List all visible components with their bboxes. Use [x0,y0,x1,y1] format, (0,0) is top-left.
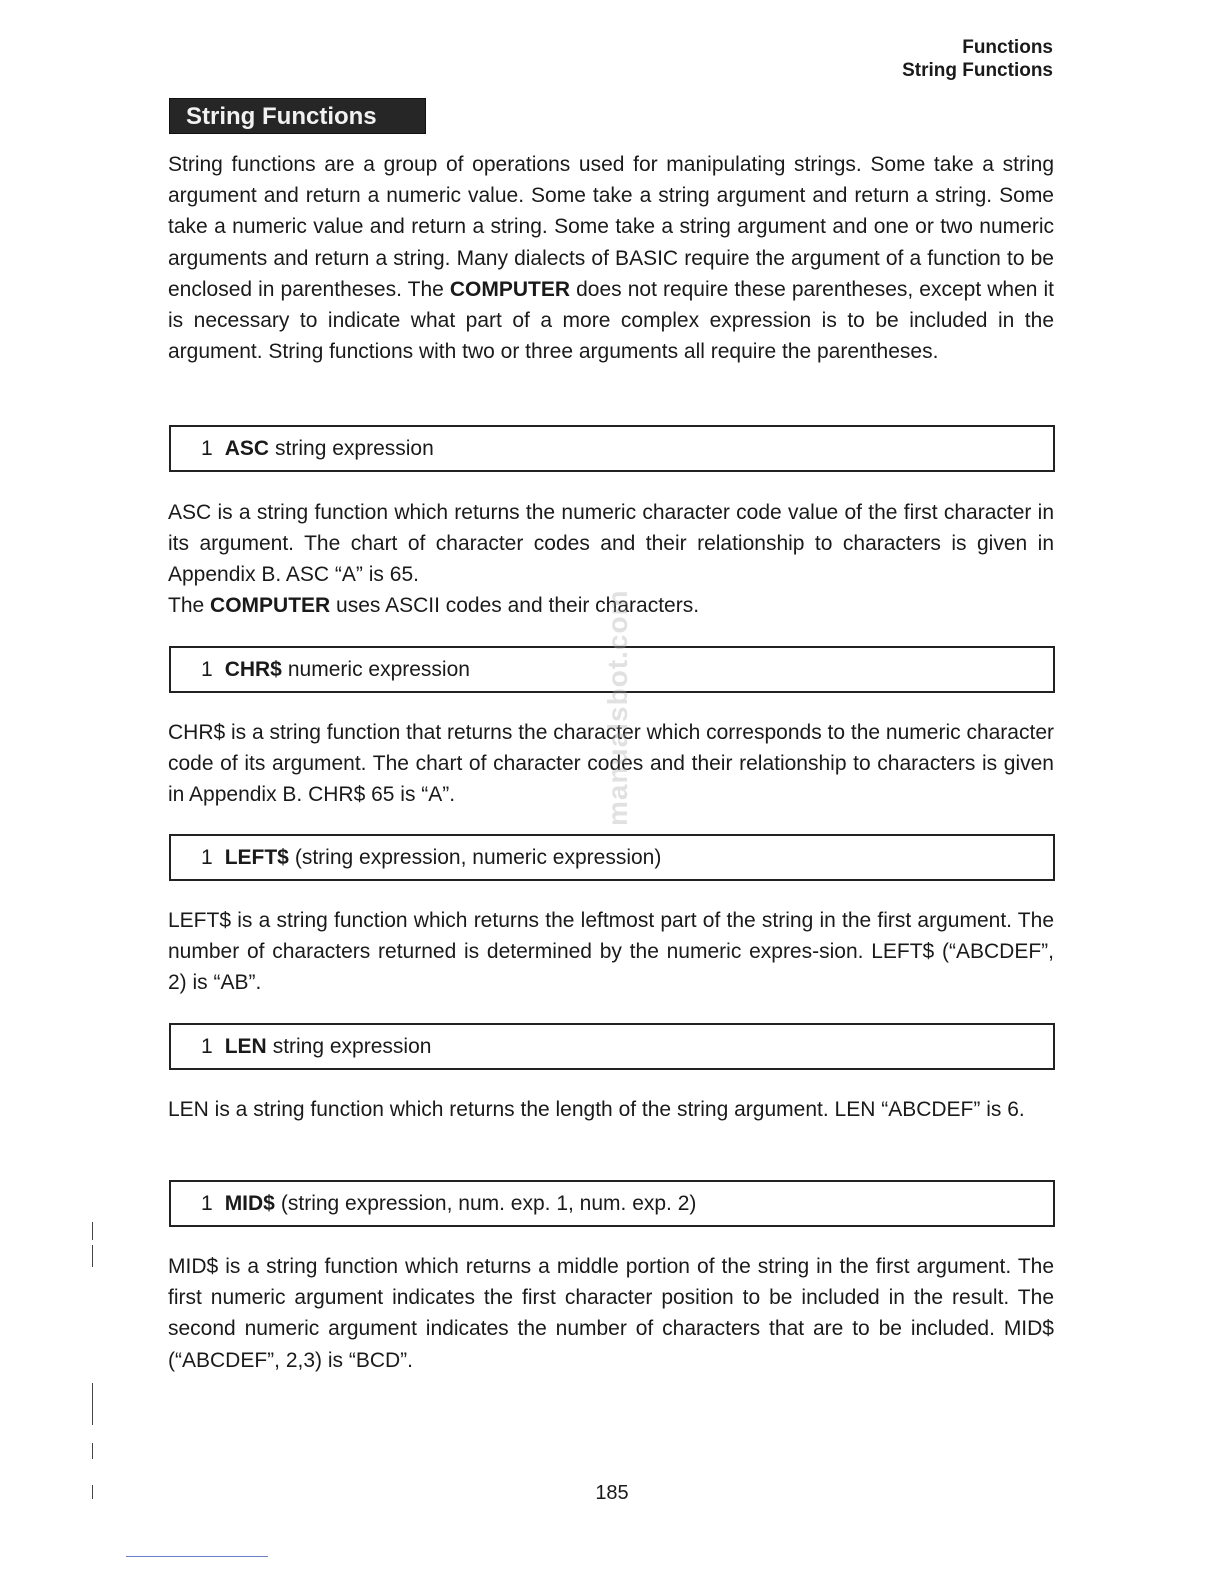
syntax-box-chr [169,646,1055,693]
intro-keyword: COMPUTER [449,277,571,301]
asc-note-prefix: The [168,594,211,617]
syntax-box-left [169,834,1055,881]
syntax-number: 1 [201,1192,213,1215]
header-chapter: Functions [962,37,1053,58]
footer-rule [126,1556,268,1557]
syntax-keyword: LEFT$ [224,846,289,869]
asc-note [168,590,1054,621]
intro-text-1: String functions are a group of operations used for manipulating strings. Some take a string argument and return a numeric value. Some take a string argument and return a string. Some take a numeric value and return a string. Some take a string argument and one or two numeric arguments and return a string. Many dialects of BASIC require the argument of a function to be enclosed in parentheses. The [168,153,1054,301]
syntax-number: 1 [201,846,213,869]
left-description: LEFT$ is a string function which returns the leftmost part of the string in the first argument. The number of characters returned is determined by the numeric expres-sion. LEFT$ (“ABCDEF”, 2) is “AB”. [168,909,1054,995]
intro-text-2: does not require these parentheses, except when it is necessary to indicate what part of a more complex expression is to be included in the argument. String functions with two or three arguments all require the parentheses. [168,277,1054,364]
syntax-number: 1 [201,437,213,460]
page-number: 185 [595,1482,629,1504]
scan-margin-mark [92,1383,93,1425]
syntax-keyword: CHR$ [224,658,282,681]
chr-description: CHR$ is a string function that returns the character which corresponds to the numeric character code of its argument. The chart of character codes and their relationship to characters is given in Appendix B. CHR$ 65 is “A”. [168,721,1054,807]
scan-margin-mark [92,1485,93,1499]
syntax-keyword: LEN [224,1035,267,1058]
syntax-number: 1 [201,658,213,681]
syntax-box-len [169,1023,1055,1070]
len-description: LEN is a string function which returns the length of the string argument. LEN “ABCDEF” is 6. [168,1098,1025,1121]
asc-description: ASC is a string function which returns the numeric character code value of the first character in its argument. The chart of character codes and their relationship to characters is given in Appendix B. ASC “A” is 65. [168,501,1054,587]
asc-note-suffix: uses ASCII codes and their characters. [330,594,700,617]
syntax-args: (string expression, numeric expression) [294,846,662,869]
syntax-args: string expression [275,437,434,460]
scan-margin-mark [92,1222,93,1240]
syntax-args: string expression [272,1035,432,1058]
syntax-number: 1 [201,1035,213,1058]
scan-margin-mark [92,1245,93,1267]
intro-paragraph [168,149,1054,367]
syntax-keyword: ASC [224,437,270,460]
section-title: String Functions [169,98,426,134]
syntax-args: numeric expression [287,658,470,681]
syntax-box-mid [169,1180,1055,1227]
header-section: String Functions [902,60,1053,81]
syntax-box-asc [169,425,1055,472]
running-header [902,36,1053,82]
syntax-keyword: MID$ [224,1192,275,1215]
asc-note-keyword: COMPUTER [210,594,331,617]
syntax-args: (string expression, num. exp. 1, num. exp. 2) [280,1192,697,1215]
scan-margin-mark [92,1443,93,1459]
mid-description: MID$ is a string function which returns a middle portion of the string in the first argument. The first numeric argument indicates the first character position to be included in the result. The second numeric argument indicates the number of characters that are to be included. MID$ (“ABCDEF”, 2,3) is “BCD”. [168,1255,1054,1372]
watermark: manualsbot.com [602,589,633,826]
